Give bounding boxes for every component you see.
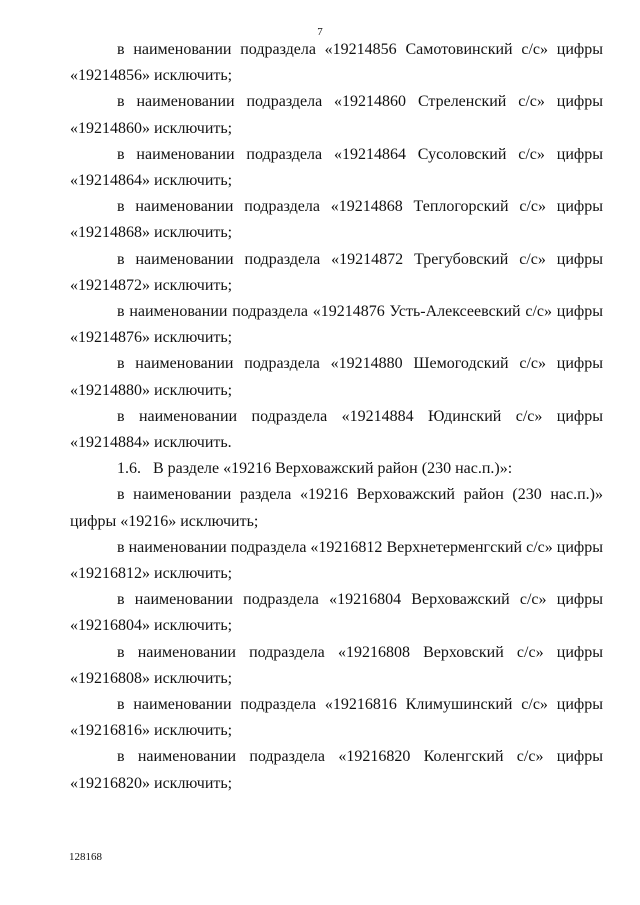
paragraph-subsection-19214880: в наименовании подраздела «19214880 Шемогодский с/с» цифры «19214880» исключить; [70, 355, 603, 399]
paragraph-subsection-19216812: в наименовании подраздела «19216812 Верхнетерменгский с/с» цифры «19216812» исключить; [70, 538, 603, 583]
paragraph-subsection-19214876: в наименовании подраздела «19214876 Усть-Алексеевский с/с» цифры «19214876» исключить; [70, 303, 603, 347]
paragraph-subsection-19214864: в наименовании подраздела «19214864 Сусоловский с/с» цифры «19214864» исключить; [70, 145, 603, 190]
paragraph-subsection-19214884: в наименовании подраздела «19214884 Юдинский с/с» цифры «19214884» исключить. [70, 407, 603, 452]
paragraph-subsection-19214868: в наименовании подраздела «19214868 Теплогорский с/с» цифры «19214868» исключить; [70, 198, 603, 242]
paragraph-subsection-19214872: в наименовании подраздела «19214872 Трегубовский с/с» цифры «19214872» исключить; [70, 250, 603, 294]
paragraph-section-19216: в наименовании раздела «19216 Верховажский район (230 нас.п.)» цифры «19216» исключить; [70, 486, 603, 530]
document-code: 128168 [69, 851, 102, 863]
section-heading-1-6: 1.6. В разделе «19216 Верховажский район (230 нас.п.)»: [117, 460, 513, 478]
paragraph-subsection-19216808: в наименовании подраздела «19216808 Верховский с/с» цифры «19216808» исключить; [70, 643, 603, 687]
paragraph-subsection-19216816: в наименовании подраздела «19216816 Климушинский с/с» цифры «19216816» исключить; [70, 696, 603, 740]
paragraph-subsection-19216804: в наименовании подраздела «19216804 Верховажский с/с» цифры «19216804» исключить; [70, 591, 603, 635]
document-body [70, 37, 603, 797]
paragraph-subsection-19214860: в наименовании подраздела «19214860 Стреленский с/с» цифры «19214860» исключить; [70, 93, 603, 137]
paragraph-subsection-19214856: в наименовании подраздела «19214856 Самотовинский с/с» цифры «19214856» исключить; [70, 41, 603, 85]
paragraph-subsection-19216820: в наименовании подраздела «19216820 Коленгский с/с» цифры «19216820» исключить; [70, 748, 603, 792]
page-number: 7 [317, 26, 323, 38]
